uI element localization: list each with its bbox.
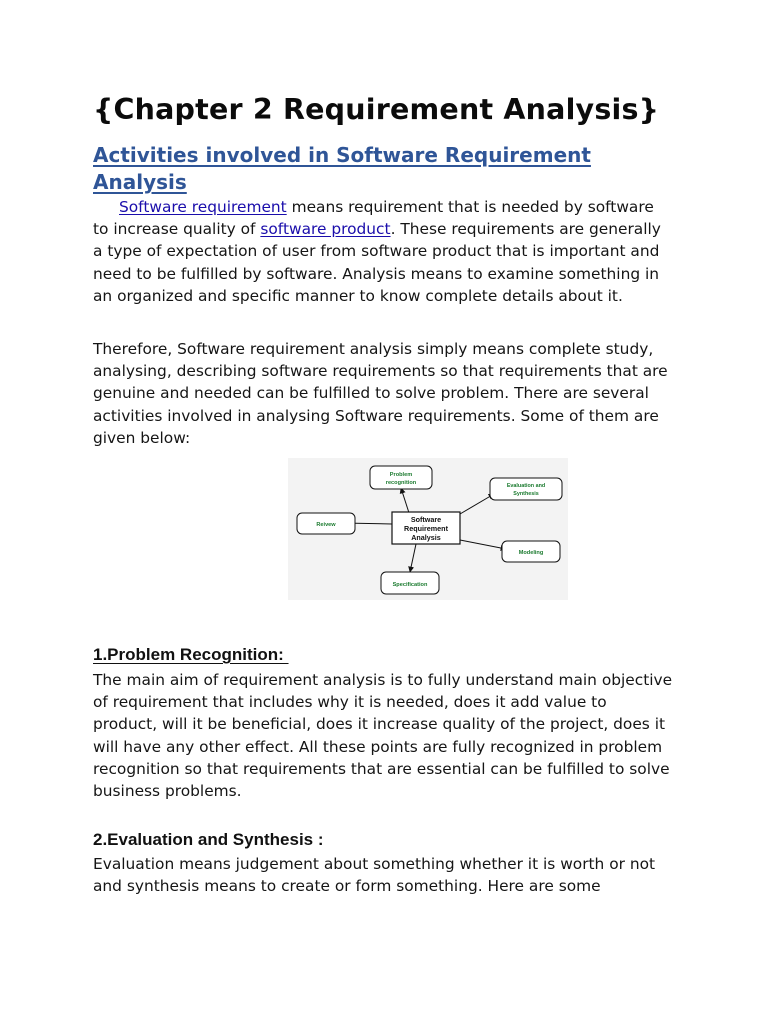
center-label-line1: Software xyxy=(410,515,442,524)
problem-label-line2: recognition xyxy=(385,480,417,486)
activities-diagram-svg xyxy=(288,458,568,600)
specification-node xyxy=(381,572,439,594)
center-label-line2: Requirement xyxy=(404,524,448,533)
evaluation-synthesis-heading: 2.Evaluation and Synthesis : xyxy=(93,830,324,849)
arrow-to-modeling xyxy=(460,540,506,549)
review-label: Reivew xyxy=(316,522,336,528)
evaluation-synthesis-paragraph: Evaluation means judgement about something whether it is worth or not and synthesis means to create or form something. Here are some xyxy=(93,855,656,896)
problem-recognition-paragraph: The main aim of requirement analysis is to fully understand main objective of requirement that includes why it is needed, does it add value to product, will it be beneficial, does it increase quality of the project, does it will have any other effect. All these points are fully recognized in problem recognition so that requirements that are essential can be fulfilled to solve business problems. xyxy=(93,671,673,801)
specification-label: Specification xyxy=(392,582,428,588)
page-title: {Chapter 2 Requirement Analysis} xyxy=(93,93,660,126)
center-node xyxy=(392,512,460,544)
intro-paragraph xyxy=(93,196,673,307)
problem-label-line1: Problem xyxy=(389,472,413,478)
center-label-line3: Analysis xyxy=(411,533,441,542)
arrow-to-evaluation xyxy=(460,494,494,514)
activities-diagram xyxy=(288,458,568,600)
arrow-to-specification xyxy=(410,544,416,572)
modeling-node xyxy=(502,541,560,562)
evaluation-synthesis-node xyxy=(490,478,562,500)
therefore-paragraph: Therefore, Software requirement analysis simply means complete study, analysing, describing software requirements so that requirements that are genuine and needed can be fulfilled to solve problem. There are several activities involved in analysing Software requirements. Some of them are given below: xyxy=(93,340,668,447)
evaluation-label-line2: Synthesis xyxy=(513,491,539,497)
intro-text-1: means requirement that is needed by software to increase quality of xyxy=(93,198,654,239)
section-subtitle: Activities involved in Software Requirement Analysis xyxy=(93,143,591,194)
problem-recognition-heading: 1.Problem Recognition: xyxy=(93,645,289,664)
software-product-link[interactable]: software product xyxy=(260,220,391,239)
intro-text-2: . These requirements are generally a type of expectation of user from software product that is important and need to be fulfilled by software. Analysis means to examine something in an organized and specific manner to know complete details about it. xyxy=(93,220,661,305)
modeling-label: Modeling xyxy=(518,550,544,556)
review-node xyxy=(297,513,355,534)
evaluation-label-line1: Evaluation and xyxy=(506,483,546,489)
problem-recognition-node xyxy=(370,466,432,489)
software-requirement-link[interactable]: Software requirement xyxy=(119,198,287,216)
